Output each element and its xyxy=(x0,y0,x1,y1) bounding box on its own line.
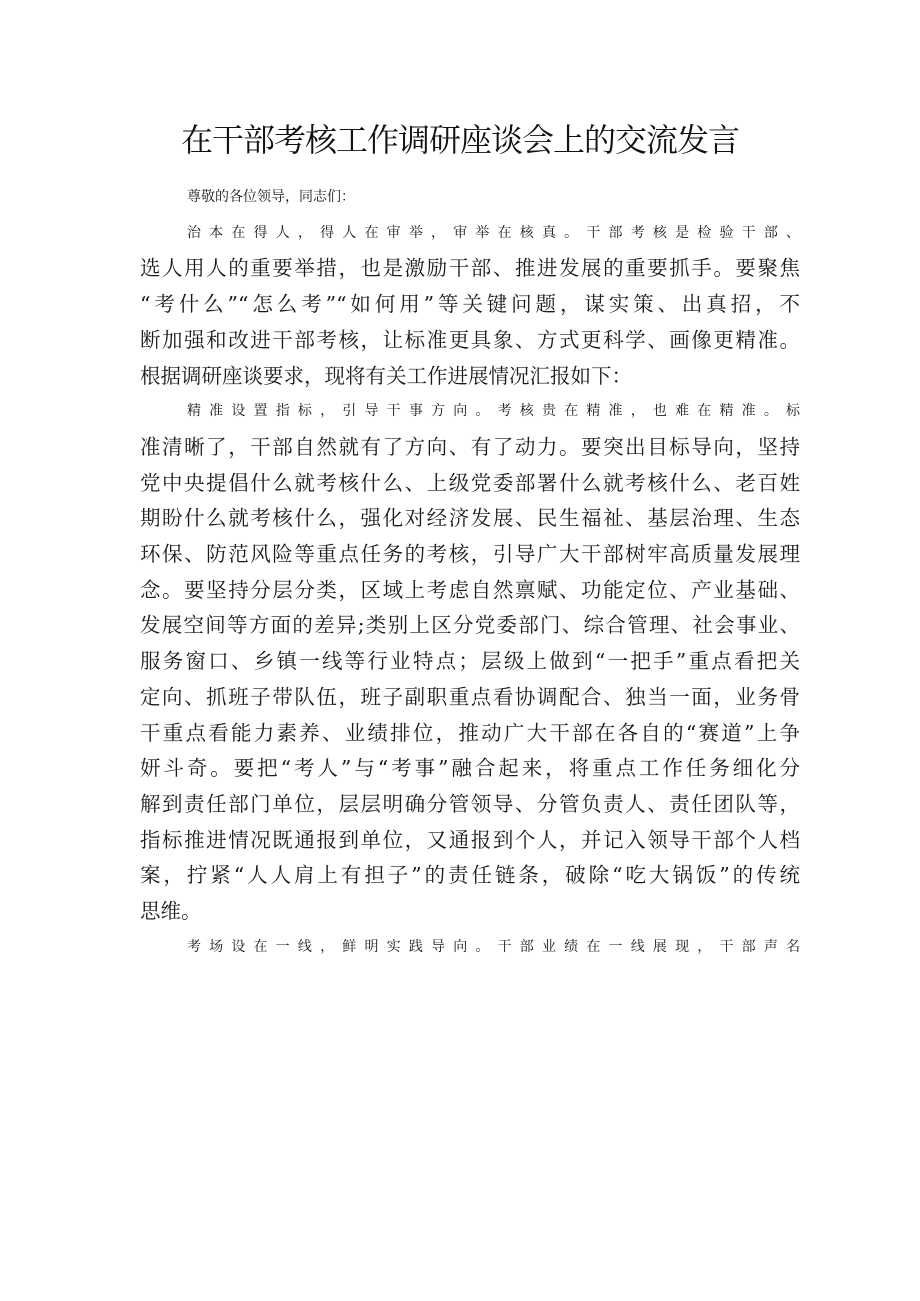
paragraph-line: 期盼什么就考核什么，强化对经济发展、民生福祉、基层治理、生态 xyxy=(140,506,800,531)
paragraph-line: 指标推进情况既通报到单位，又通报到个人，并记入领导干部个人档 xyxy=(140,827,800,852)
paragraph-line: 选人用人的重要举措，也是激励干部、推进发展的重要抓手。要聚焦 xyxy=(140,256,800,281)
document-title: 在干部考核工作调研座谈会上的交流发言 xyxy=(180,121,739,159)
paragraph-line: “考什么”“怎么考”“如何用”等关键问题，谋实策、出真招，不 xyxy=(140,292,800,317)
paragraph-line: 案，拧紧“人人肩上有担子”的责任链条，破除“吃大锅饭”的传统 xyxy=(140,863,800,888)
intro-paragraph xyxy=(140,216,800,395)
paragraph-line: 环保、防范风险等重点任务的考核，引导广大干部树牢高质量发展理 xyxy=(140,542,800,567)
paragraph-line: 准清晰了，干部自然就有了方向、有了动力。要突出目标导向，坚持 xyxy=(140,434,800,459)
indicator-paragraph xyxy=(140,394,800,930)
paragraph-line: 精准设置指标，引导干事方向。考核贵在精准，也难在精准。标 xyxy=(187,403,800,420)
document-body xyxy=(140,180,800,965)
paragraph-line: 解到责任部门单位，层层明确分管领导、分管负责人、责任团队等， xyxy=(140,791,800,816)
paragraph-line: 发展空间等方面的差异;类别上区分党委部门、综合管理、社会事业、 xyxy=(140,613,800,638)
paragraph-line: 定向、抓班子带队伍，班子副职重点看协调配合、独当一面，业务骨 xyxy=(140,684,800,709)
paragraph-line: 断加强和改进干部考核，让标准更具象、方式更科学、画像更精准。 xyxy=(140,327,800,352)
paragraph-line: 念。要坚持分层分类，区域上考虑自然禀赋、功能定位、产业基础、 xyxy=(140,577,800,602)
paragraph-line: 治本在得人，得人在审举，审举在核真。干部考核是检验干部、 xyxy=(187,224,800,241)
paragraph-line: 党中央提倡什么就考核什么、上级党委部署什么就考核什么、老百姓 xyxy=(140,470,800,495)
paragraph-line: 服务窗口、乡镇一线等行业特点；层级上做到“一把手”重点看把关 xyxy=(140,649,800,674)
paragraph-line: 妍斗奇。要把“考人”与“考事”融合起来，将重点工作任务细化分 xyxy=(140,756,800,781)
paragraph-line: 干重点看能力素养、业绩排位，推动广大干部在各自的“赛道”上争 xyxy=(140,720,800,745)
salutation-paragraph xyxy=(140,180,800,216)
paragraph-line: 思维。 xyxy=(140,899,202,924)
paragraph-line: 考场设在一线，鲜明实践导向。干部业绩在一线展现，干部声名 xyxy=(187,938,800,955)
paragraph-line: 尊敬的各位领导，同志们： xyxy=(187,189,355,205)
practice-paragraph xyxy=(140,930,800,966)
paragraph-line: 根据调研座谈要求，现将有关工作进展情况汇报如下： xyxy=(140,363,632,388)
